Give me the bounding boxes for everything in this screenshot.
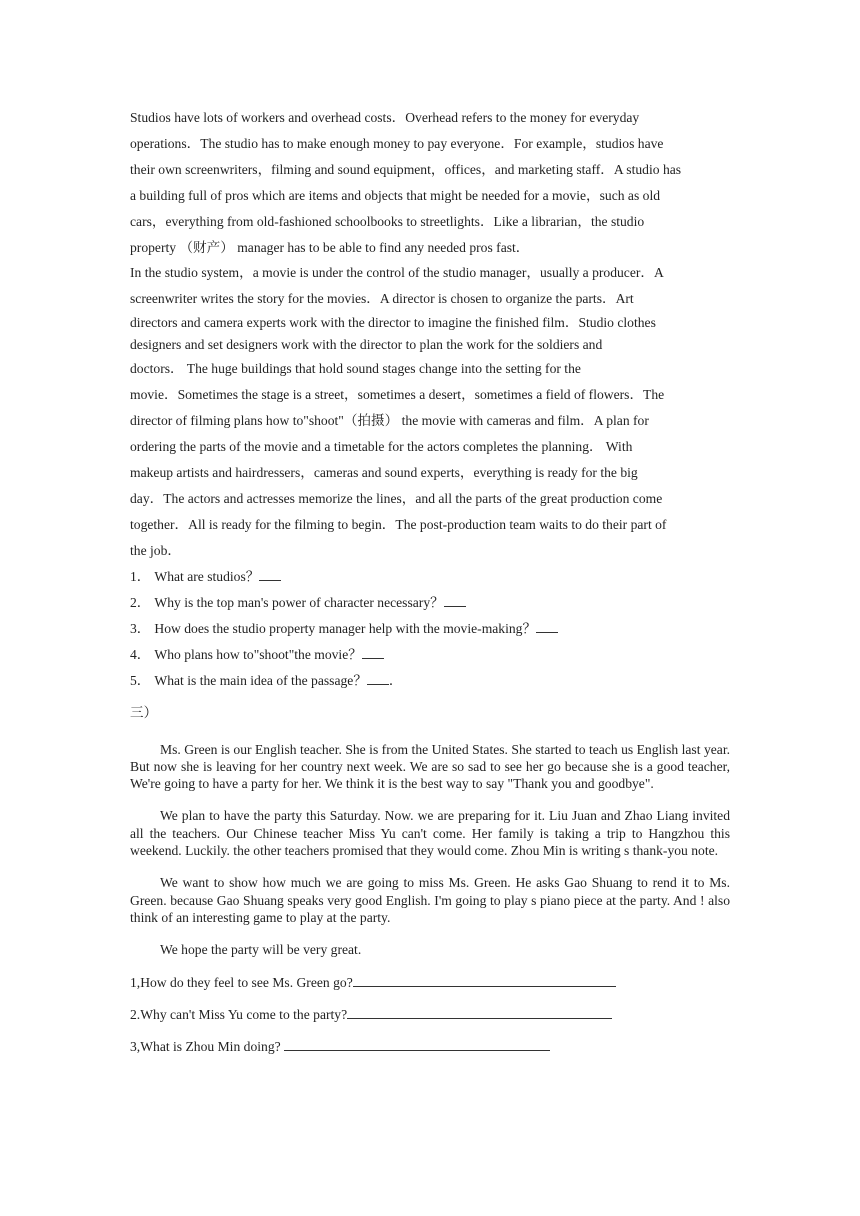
text-line: operations．The studio has to make enough money to pay everyone．For example，studios have	[130, 135, 664, 151]
question-list-1	[130, 564, 730, 694]
text-line: Studios have lots of workers and overhead costs．Overhead refers to the money for everyday	[130, 110, 640, 125]
question-item	[130, 974, 730, 991]
text-line: makeup artists and hairdressers，cameras and sound experts，everything is ready for the big	[130, 464, 638, 480]
question-text: What are studios？	[154, 568, 260, 584]
passage-paragraph-1	[130, 105, 730, 260]
question-item	[130, 564, 730, 590]
body-paragraph: We want to show how much we are going to miss Ms. Green. He asks Gao Shuang to rend it to Ms. Green. because Gao Shuang speaks very good English. I'm going to play s piano piece at the party. And ! also think of an interesting game to play at the party.	[130, 875, 730, 925]
answer-blank[interactable]	[362, 657, 384, 659]
question-text: 1,How do they feel to see Ms. Green go?	[130, 974, 353, 990]
text-line: directors and camera experts work with the director to imagine the finished film．Studio clothes	[130, 315, 656, 331]
answer-blank[interactable]	[259, 579, 281, 581]
question-item	[130, 616, 730, 642]
question-number: 3．	[130, 620, 151, 636]
answer-blank[interactable]	[353, 985, 616, 987]
question-item	[130, 668, 730, 694]
text-line: doctors． The huge buildings that hold sound stages change into the setting for the	[130, 361, 581, 377]
text-line: a building full of pros which are items and objects that might be needed for a movie，such as old	[130, 187, 661, 203]
text-line: In the studio system，a movie is under the control of the studio manager，usually a producer．A	[130, 265, 664, 281]
body-paragraph: Ms. Green is our English teacher. She is from the United States. She started to teach us English last year. But now she is leaving for her country next week. We are so sad to see her go because she is a good teacher, We're going to have a party for her. We think it is the best way to say "Thank you and goodbye".	[130, 741, 730, 792]
question-text: Who plans how to"shoot"the movie？	[154, 646, 362, 662]
text-line: the job．	[130, 542, 181, 558]
answer-blank[interactable]	[536, 631, 558, 633]
text-line: cars，everything from old-fashioned schoolbooks to streetlights．Like a librarian，the studio	[130, 213, 645, 229]
question-list-2	[130, 974, 730, 1056]
document-page	[130, 105, 730, 1070]
text-line: day．The actors and actresses memorize the lines，and all the parts of the great production come	[130, 490, 663, 506]
text-line: director of filming plans how to"shoot"（拍摄） the movie with cameras and film．A plan for	[130, 413, 649, 429]
question-item	[130, 1038, 730, 1055]
answer-blank[interactable]	[367, 683, 389, 685]
question-text: 2.Why can't Miss Yu come to the party?	[130, 1006, 348, 1022]
passage-paragraph-2	[130, 260, 730, 563]
text-line: their own screenwriters，filming and sound equipment，offices，and marketing staff．A studio has	[130, 161, 682, 177]
text-line: movie．Sometimes the stage is a street，sometimes a desert，sometimes a field of flowers．The	[130, 387, 665, 403]
text-line: ordering the parts of the movie and a timetable for the actors completes the planning． With	[130, 439, 633, 455]
body-paragraph: We hope the party will be very great.	[160, 942, 362, 958]
text-line: property （财产） manager has to be able to find any needed pros fast．	[130, 239, 530, 255]
body-paragraph: We plan to have the party this Saturday. Now. we are preparing for it. Liu Juan and Zhao Liang invited all the teachers. Our Chinese teacher Miss Yu can't come. Her family is taking a trip to Hangzhou this weekend. Luckily. the other teachers promised that they would come. Zhou Min is writing s thank-you note.	[130, 808, 730, 859]
answer-blank[interactable]	[347, 1017, 612, 1019]
question-number: 1．	[130, 568, 151, 584]
question-number: 4．	[130, 646, 151, 662]
question-text: How does the studio property manager help with the movie-making？	[154, 620, 537, 636]
question-text: Why is the top man's power of character necessary？	[154, 594, 444, 610]
question-item	[130, 1006, 730, 1023]
question-text: What is the main idea of the passage？	[154, 672, 367, 688]
question-text: 3,What is Zhou Min doing?	[130, 1039, 285, 1055]
question-tail: ．	[388, 672, 403, 688]
answer-blank[interactable]	[284, 1049, 550, 1051]
question-item	[130, 590, 730, 616]
section-heading: 三）	[130, 704, 158, 720]
question-item	[130, 642, 730, 668]
question-number: 2．	[130, 594, 151, 610]
text-line: screenwriter writes the story for the movies．A director is chosen to organize the parts．Art	[130, 291, 634, 307]
question-number: 5．	[130, 672, 151, 688]
text-line: together．All is ready for the filming to begin．The post-production team waits to do their part of	[130, 516, 667, 532]
text-line: designers and set designers work with the director to plan the work for the soldiers and	[130, 337, 603, 353]
passage-section-3	[130, 741, 730, 959]
answer-blank[interactable]	[444, 605, 466, 607]
